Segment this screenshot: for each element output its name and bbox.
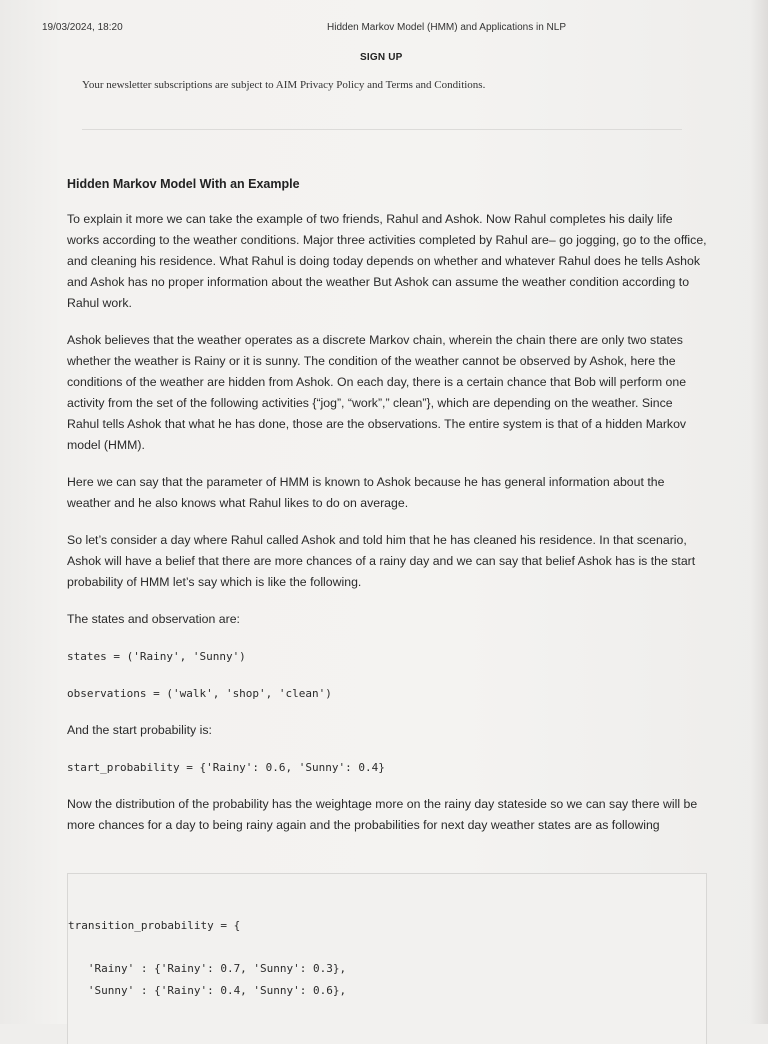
code-observations: observations = ('walk', 'shop', 'clean') [67,687,332,700]
paragraph-3: Here we can say that the parameter of HMM is known to Ashok because he has general information about the weather and he also knows what Rahul likes to do on average. [67,475,665,510]
code-start-probability: start_probability = {'Rainy': 0.6, 'Sunny': 0.4} [67,761,385,774]
code-line-1: transition_probability = { [68,919,241,932]
paragraph-5: The states and observation are: [67,612,240,626]
paragraph-4: So let’s consider a day where Rahul called Ashok and told him that he has cleaned his residence. In that scenario, Ashok will have a belief that there are more chances of a rainy day and we can say that belief Ashok has is the start probability of HMM let’s say which is like the following. [67,533,696,589]
paragraph-7: Now the distribution of the probability has the weightage more on the rainy day stateside so we can say there will be more chances for a day to being rainy again and the probabilities for next day weather states are as following [67,797,698,832]
paper-edge-shadow [750,0,768,1024]
paragraph-1: To explain it more we can take the example of two friends, Rahul and Ashok. Now Rahul completes his daily life works according to the weather conditions. Major three activities completed by Rahul are– go jogging, go to the office, and cleaning his residence. What Rahul is doing today depends on whether and whatever Rahul does he tells Ashok and Ashok has no proper information about the weather But Ashok can assume the weather condition according to Rahul work. [67,212,707,310]
code-states: states = ('Rainy', 'Sunny') [67,650,246,663]
code-line-3: 'Sunny' : {'Rainy': 0.4, 'Sunny': 0.6}, [68,984,347,997]
article-body [67,177,707,852]
paragraph-6: And the start probability is: [67,723,212,737]
print-page-title: Hidden Markov Model (HMM) and Applications in NLP [327,22,566,33]
sign-up-button[interactable]: SIGN UP [360,52,403,63]
code-line-2: 'Rainy' : {'Rainy': 0.7, 'Sunny': 0.3}, [68,962,347,975]
section-heading: Hidden Markov Model With an Example [67,177,300,191]
newsletter-disclaimer: Your newsletter subscriptions are subject to AIM Privacy Policy and Terms and Conditions. [82,79,486,91]
code-block [67,873,707,1044]
paragraph-2: Ashok believes that the weather operates as a discrete Markov chain, wherein the chain there are only two states whether the weather is Rainy or it is sunny. The condition of the weather cannot be observed by Ashok, here the conditions of the weather are hidden from Ashok. On each day, there is a certain chance that Bob will perform one activity from the set of the following activities {“jog”, “work”,” clean”}, which are depending on the weather. Since Rahul tells Ashok that what he has done, those are the observations. The entire system is that of a hidden Markov model (HMM). [67,333,687,452]
print-date: 19/03/2024, 18:20 [42,22,123,33]
divider [82,129,682,130]
